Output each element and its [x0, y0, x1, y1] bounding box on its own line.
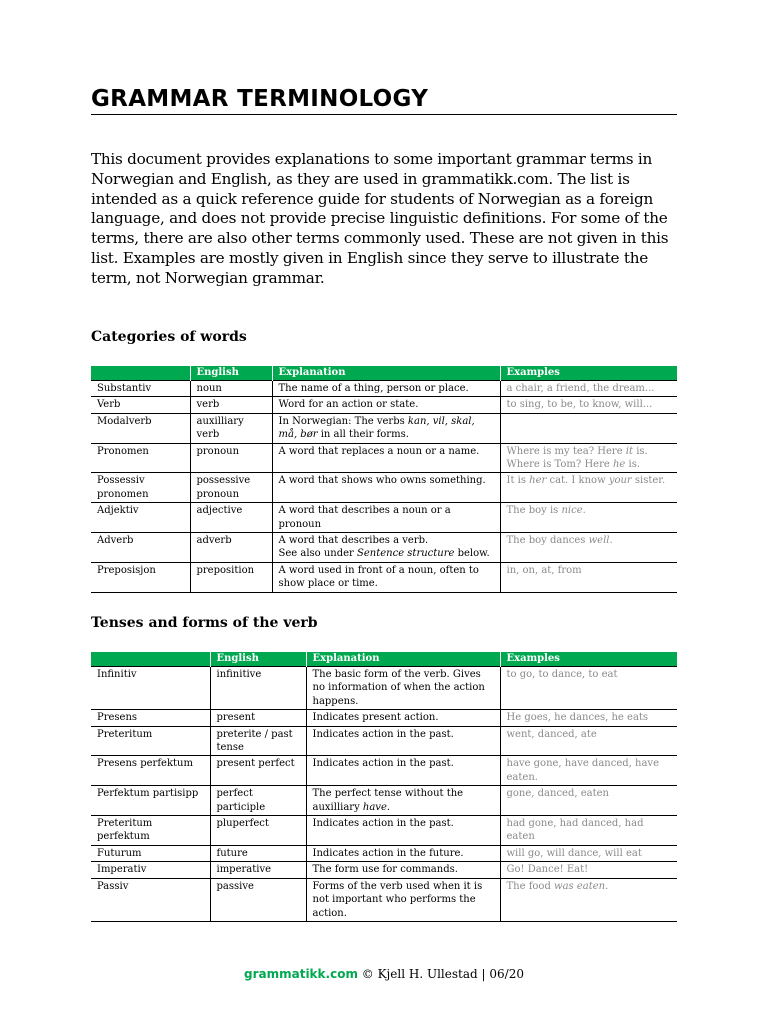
english-term-cell: pluperfect — [210, 816, 306, 846]
norwegian-term-cell: Preteritum perfektum — [91, 816, 210, 846]
english-term-cell: present perfect — [210, 756, 306, 786]
english-term-cell: adverb — [190, 533, 272, 563]
footer-separator: | — [481, 967, 486, 981]
english-term-cell: noun — [190, 381, 272, 397]
table-row — [91, 816, 677, 846]
table-row — [91, 533, 677, 563]
page-footer — [0, 966, 768, 982]
example-cell: He goes, he dances, he eats — [500, 710, 677, 726]
explanation-cell: Indicates action in the past. — [306, 726, 500, 756]
example-cell: in, on, at, from — [500, 562, 677, 592]
document-title: GRAMMAR TERMINOLOGY — [91, 86, 429, 112]
table-row — [91, 667, 677, 710]
explanation-cell: Indicates action in the future. — [306, 845, 500, 861]
example-cell: to sing, to be, to know, will... — [500, 397, 677, 413]
norwegian-term-cell: Futurum — [91, 845, 210, 861]
example-cell: gone, danced, eaten — [500, 786, 677, 816]
example-cell: had gone, had danced, had eaten — [500, 816, 677, 846]
english-term-cell: preposition — [190, 562, 272, 592]
example-cell: The boy dances well. — [500, 533, 677, 563]
table-row — [91, 726, 677, 756]
explanation-cell: A word that replaces a noun or a name. — [272, 443, 500, 473]
explanation-cell: Word for an action or state. — [272, 397, 500, 413]
english-term-cell: preterite / past tense — [210, 726, 306, 756]
example-cell — [500, 413, 677, 443]
column-header: Examples — [500, 652, 677, 667]
column-header: Examples — [500, 366, 677, 381]
explanation-cell: A word that describes a verb. See also under Sentence structure below. — [272, 533, 500, 563]
example-cell: Where is my tea? Here it is. Where is Tom? Here he is. — [500, 443, 677, 473]
english-term-cell: pronoun — [190, 443, 272, 473]
table-row — [91, 786, 677, 816]
english-term-cell: infinitive — [210, 667, 306, 710]
explanation-cell: A word that describes a noun or a pronoun — [272, 503, 500, 533]
intro-paragraph: This document provides explanations to some important grammar terms in Norwegian and English, as they are used in grammatikk.com. The list is intended as a quick reference guide for students of Norwegian as a foreign language, and does not provide precise linguistic definitions. For some of the terms, there are also other terms commonly used. These are not given in this list. Examples are mostly given in English since they serve to illustrate the term, not Norwegian grammar. — [91, 150, 669, 287]
section-heading-tenses: Tenses and forms of the verb — [91, 615, 318, 631]
example-cell: The food was eaten. — [500, 878, 677, 921]
section-heading-categories: Categories of words — [91, 329, 247, 345]
explanation-cell: The form use for commands. — [306, 862, 500, 878]
footer-brand-link[interactable]: grammatikk.com — [244, 967, 358, 981]
table-row — [91, 845, 677, 861]
norwegian-term-cell: Pronomen — [91, 443, 190, 473]
norwegian-term-cell: Adverb — [91, 533, 190, 563]
norwegian-term-cell: Passiv — [91, 878, 210, 921]
footer-credit: © Kjell H. Ullestad — [361, 967, 478, 981]
example-cell: to go, to dance, to eat — [500, 667, 677, 710]
english-term-cell: adjective — [190, 503, 272, 533]
example-cell: a chair, a friend, the dream... — [500, 381, 677, 397]
table-header-row — [91, 652, 677, 667]
table-row — [91, 562, 677, 592]
english-term-cell: possessive pronoun — [190, 473, 272, 503]
tenses-table — [91, 652, 677, 922]
english-term-cell: passive — [210, 878, 306, 921]
column-header — [91, 366, 190, 381]
english-term-cell: imperative — [210, 862, 306, 878]
explanation-cell: The basic form of the verb. Gives no information of when the action happens. — [306, 667, 500, 710]
example-cell: Go! Dance! Eat! — [500, 862, 677, 878]
table-row — [91, 878, 677, 921]
norwegian-term-cell: Preteritum — [91, 726, 210, 756]
column-header — [91, 652, 210, 667]
table-row — [91, 503, 677, 533]
categories-table — [91, 366, 677, 593]
table-row — [91, 756, 677, 786]
table-row — [91, 413, 677, 443]
norwegian-term-cell: Presens — [91, 710, 210, 726]
explanation-cell: A word that shows who owns something. — [272, 473, 500, 503]
explanation-cell: Forms of the verb used when it is not important who performs the action. — [306, 878, 500, 921]
explanation-cell: Indicates present action. — [306, 710, 500, 726]
norwegian-term-cell: Substantiv — [91, 381, 190, 397]
english-term-cell: future — [210, 845, 306, 861]
norwegian-term-cell: Modalverb — [91, 413, 190, 443]
table-row — [91, 397, 677, 413]
norwegian-term-cell: Infinitiv — [91, 667, 210, 710]
norwegian-term-cell: Verb — [91, 397, 190, 413]
table-row — [91, 862, 677, 878]
norwegian-term-cell: Perfektum partisipp — [91, 786, 210, 816]
table-row — [91, 381, 677, 397]
column-header: English — [190, 366, 272, 381]
title-rule — [91, 114, 677, 115]
explanation-cell: A word used in front of a noun, often to show place or time. — [272, 562, 500, 592]
norwegian-term-cell: Imperativ — [91, 862, 210, 878]
example-cell: will go, will dance, will eat — [500, 845, 677, 861]
table-row — [91, 473, 677, 503]
column-header: English — [210, 652, 306, 667]
explanation-cell: The perfect tense without the auxilliary have. — [306, 786, 500, 816]
example-cell: went, danced, ate — [500, 726, 677, 756]
example-cell: The boy is nice. — [500, 503, 677, 533]
explanation-cell: Indicates action in the past. — [306, 816, 500, 846]
norwegian-term-cell: Adjektiv — [91, 503, 190, 533]
footer-page-number: 06/20 — [489, 967, 524, 981]
table-row — [91, 443, 677, 473]
english-term-cell: auxilliary verb — [190, 413, 272, 443]
table-row — [91, 710, 677, 726]
norwegian-term-cell: Possessiv pronomen — [91, 473, 190, 503]
column-header: Explanation — [306, 652, 500, 667]
norwegian-term-cell: Presens perfektum — [91, 756, 210, 786]
column-header: Explanation — [272, 366, 500, 381]
explanation-cell: Indicates action in the past. — [306, 756, 500, 786]
explanation-cell: In Norwegian: The verbs kan, vil, skal, må, bør in all their forms. — [272, 413, 500, 443]
table-header-row — [91, 366, 677, 381]
example-cell: It is her cat. I know your sister. — [500, 473, 677, 503]
english-term-cell: perfect participle — [210, 786, 306, 816]
example-cell: have gone, have danced, have eaten. — [500, 756, 677, 786]
english-term-cell: present — [210, 710, 306, 726]
norwegian-term-cell: Preposisjon — [91, 562, 190, 592]
english-term-cell: verb — [190, 397, 272, 413]
explanation-cell: The name of a thing, person or place. — [272, 381, 500, 397]
